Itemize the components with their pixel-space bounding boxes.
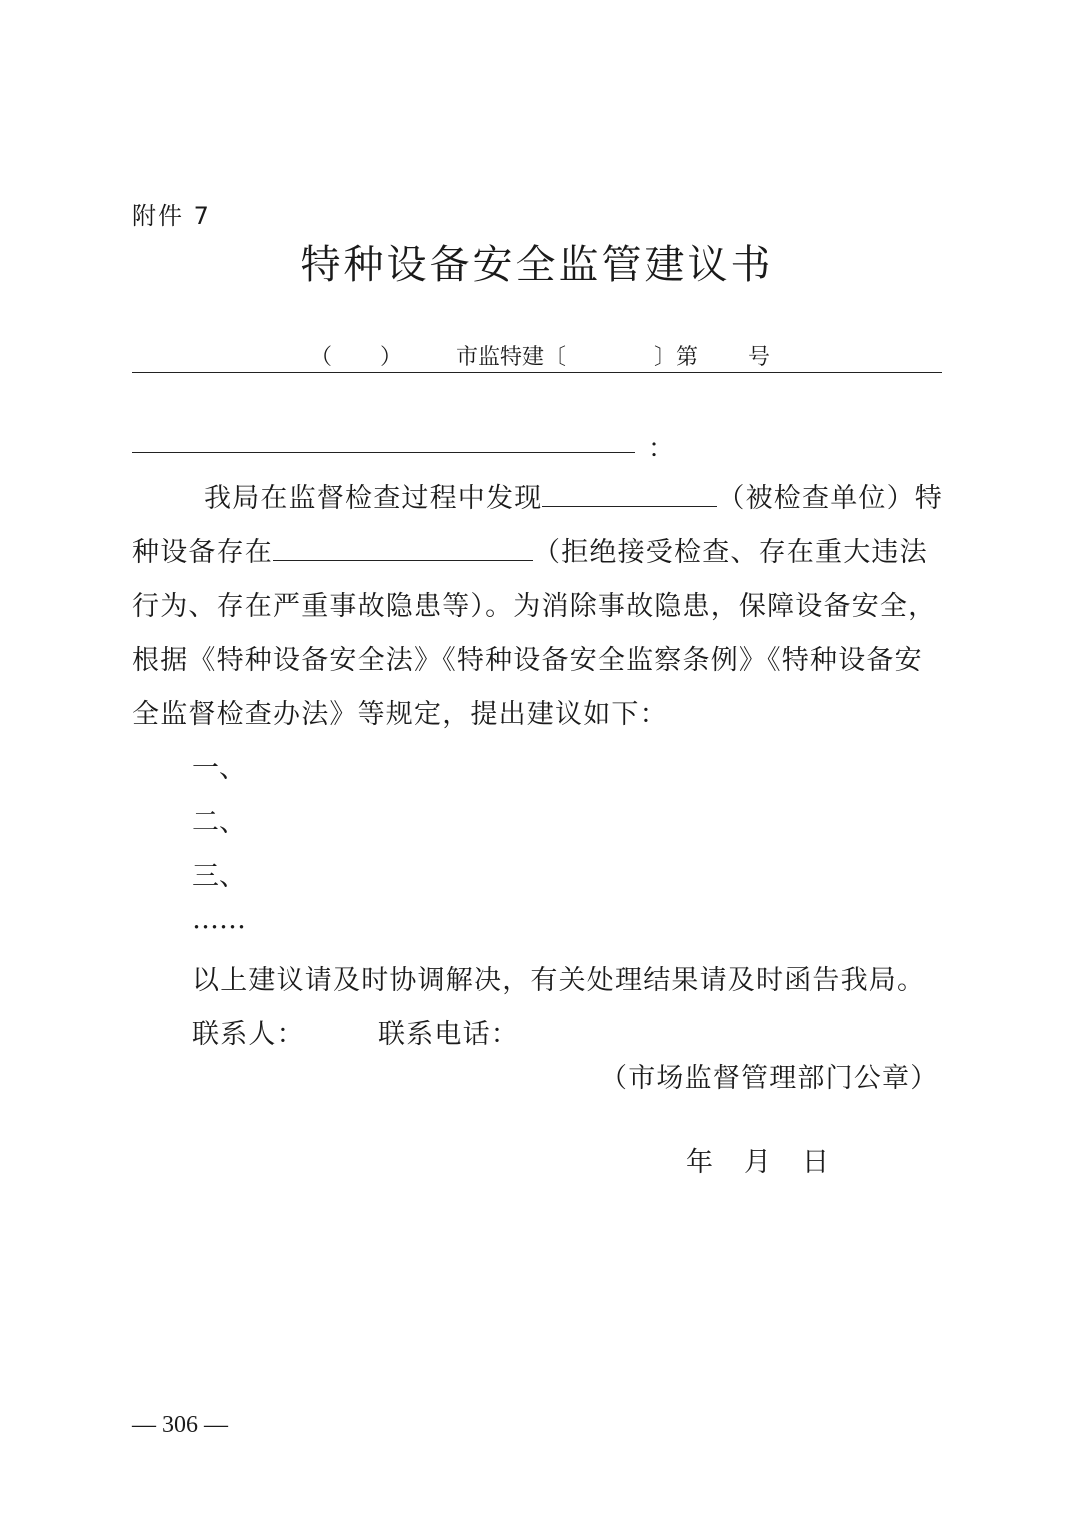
document-title: 特种设备安全监管建议书 [300, 242, 774, 288]
doc-number-bracket-close: 〕第 [654, 345, 699, 370]
closing-statement: 以上建议请及时协调解决，有关处理结果请及时函告我局。 [192, 965, 926, 996]
list-item: 三、 [192, 861, 246, 892]
paragraph-line-2-suffix: （拒绝接受检查、存在重大违法 [533, 537, 928, 568]
paragraph-line-2 [132, 530, 928, 569]
list-item: 一、 [192, 753, 246, 784]
attachment-label: 附件 7 [132, 202, 211, 230]
official-seal-note: （市场监督管理部门公章） [600, 1063, 939, 1094]
recipient-blank [132, 452, 635, 453]
list-item-ellipsis: …… [192, 904, 246, 935]
doc-number-paren-right: ） [380, 345, 403, 370]
date-day: 日 [802, 1147, 831, 1178]
paragraph-line-5: 全监督检查办法》等规定，提出建议如下： [132, 699, 668, 730]
list-item: 二、 [192, 807, 246, 838]
contact-phone-label: 联系电话： [378, 1019, 519, 1050]
doc-number-hao: 号 [748, 345, 771, 370]
issue-blank [273, 536, 533, 561]
paragraph-line-1-prefix: 我局在监督检查过程中发现 [204, 483, 543, 514]
doc-number-paren-left: （ [310, 345, 333, 370]
doc-number-rule [132, 372, 942, 373]
paragraph-line-4: 根据《特种设备安全法》《特种设备安全监察条例》《特种设备安 [132, 645, 923, 676]
page-number: — 306 — [132, 1412, 228, 1438]
recipient-colon: ： [648, 434, 675, 464]
doc-number-prefix: 市监特建〔 [456, 345, 567, 370]
paragraph-line-2-prefix: 种设备存在 [132, 537, 273, 568]
paragraph-line-1-suffix: （被检查单位）特 [717, 483, 944, 514]
date-year: 年 [686, 1147, 715, 1178]
paragraph-line-1 [204, 476, 943, 515]
date-month: 月 [744, 1147, 773, 1178]
paragraph-line-3: 行为、存在严重事故隐患等）。为消除事故隐患，保障设备安全， [132, 591, 937, 622]
inspected-unit-blank [542, 482, 717, 507]
contact-person-label: 联系人： [192, 1019, 305, 1050]
